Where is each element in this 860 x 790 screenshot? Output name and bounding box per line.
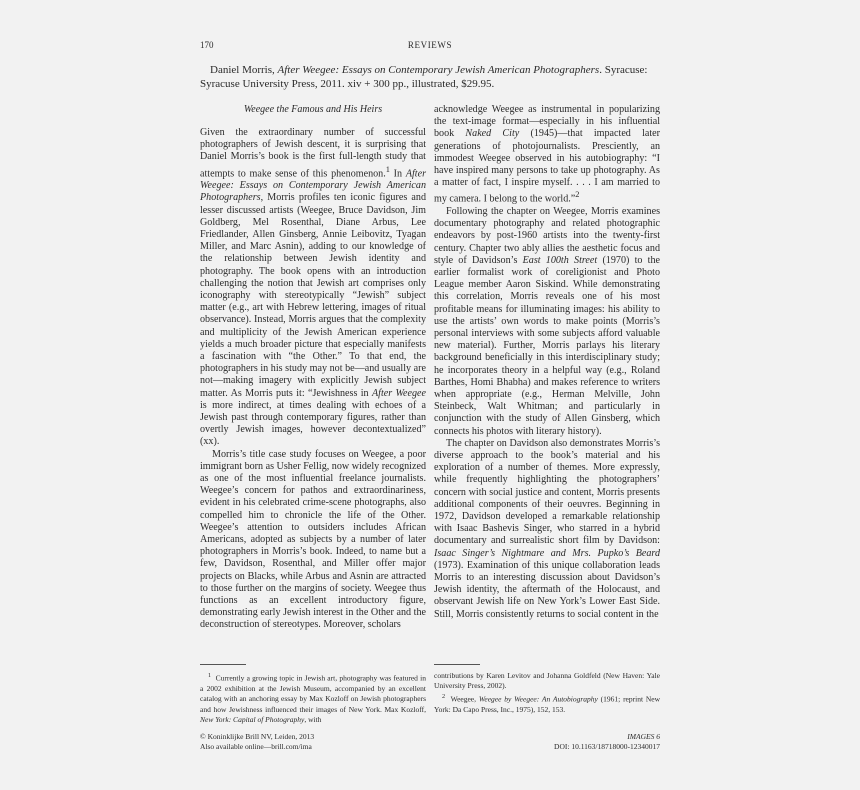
text-run: (1970) to the earlier formalist work of coreligionist and Photo League member Aaron Siskind. While demonstrating this correlation, Morris reveals one of his most profitable means for illuminating images: his ability to use the artists’ own words to make points (Morris’s personal interviews with some subjects afford valuable new material). Further, Morris parlays his literary background beneficially in this interdisciplinary study; he incorporates theory in a helpful way (e.g., Roland Barthes, Homi Bhabha) and makes reference to writers when appropriate (e.g., Herman Melville, John Steinbeck, Walt Whitman; and particularly in conjunction with the study of Allen Ginsberg, which connects his photos with literary history).: [434, 254, 661, 437]
citation-author: Daniel Morris,: [210, 64, 278, 76]
footnote-2: [434, 692, 660, 715]
book-title: After Weegee: Essays on Contemporary Jewish American Photographers: [200, 167, 426, 204]
film-title: Isaac Singer’s Nightmare and Mrs. Pupko’s Beard: [434, 547, 660, 559]
footnote-divider: [434, 664, 480, 665]
copyright-line: © Koninklijke Brill NV, Leiden, 2013: [200, 732, 315, 741]
footnote-1-continued: contributions by Karen Levitov and Johanna Goldfeld (New Haven: Yale University Press, 2002).: [434, 671, 660, 691]
book-title: Weegee by Weegee: An Autobiography: [478, 694, 598, 704]
text-run: (1961; reprint New York: Da Capo Press, Inc., 1975), 152, 153.: [434, 694, 661, 714]
footer-left: [200, 732, 314, 752]
book-title: Naked City: [465, 128, 520, 140]
text-run: acknowledge Weegee as instrumental in popularizing the text-image format—especially in his influential book: [434, 104, 660, 140]
book-title: New York: Capital of Photography: [200, 715, 305, 725]
doi: DOI: 10.1163/18718000-12340017: [554, 742, 660, 751]
page-number: 170: [200, 40, 214, 50]
text-run: The chapter on Davidson also demonstrates Morris’s diverse approach to the book’s material and his exploration of a number of themes. More expressly, while frequently highlighting the photographers’ concern with social justice and content, Morris presents additional components of their oeuvres. Beginning in 1972, Davidson developed a remarkable relationship with Isaac Bashevis Singer, who starred in a hybrid documentary and surrealistic short film by Davidson:: [434, 437, 660, 547]
review-citation: [200, 64, 660, 91]
text-run: Following the chapter on Weegee, Morris examines documentary photography and related photographic endeavors by post-1960 artists into the twenty-first century. Chapter two ably allies the aesthetic focus and style of Davidson’s: [434, 205, 660, 266]
text-run: is more indirect, at times dealing with echoes of a Jewish past through contemporary figures, rather than overtly Jewish images, however decontextualized” (xx).: [200, 399, 426, 448]
left-paragraph-2: Morris’s title case study focuses on Weegee, a poor immigrant born as Usher Fellig, now widely recognized as one of the most influential freelance journalists. Weegee’s concern for pathos and extraordinariness, evident in his celebrated crime-scene photographs, also compelled him to chronicle the life of the Other. Weegee’s attention to outsiders includes African Americans, adopted as subjects by a number of later photographers in Morris’s book. Indeed, to name but a few, Davidson, Rosenthal, and Miller offer major projects on Blacks, while Arbus and Asnin are attracted to those further on the margins of society. Weegee thus functions as an excellent introductory figure, demonstrating early Jewish interest in the Other and the deconstruction of stereotypes. Moreover, scholars: [200, 448, 426, 631]
footnote-1: [200, 671, 426, 726]
citation-book-title: After Weegee: Essays on Contemporary Jewish American Photographers: [277, 64, 600, 76]
left-paragraph-1: [200, 127, 426, 449]
text-run: , with: [304, 715, 322, 725]
book-title: After Weegee: [371, 387, 426, 399]
text-run: (1973). Examination of this unique collaboration leads Morris to an interesting discussion about Davidson’s Jewish identity, the aftermath of the Holocaust, and observant Jewish life on New York’s Lower East Side. Still, Morris consistently returns to social content in the: [434, 559, 660, 620]
text-run: , Morris profiles ten iconic figures and lesser discussed artists (Weegee, Bruce Davidson, Jim Goldberg, Mel Rosenthal, Diane Arbus, Lee Friedlander, Allen Ginsberg, Annie Leibovitz, Tyagan Miller, and Marc Asnin), adding to our knowledge of the relationship between Jewish identity and photography. The book opens with an introduction challenging the notion that Jewish art comprises only iconography with stereotypically “Jewish” subject matter (e.g., art with Hebrew lettering, images of ritual observance). Instead, Morris argues that the complexity and multiplicity of the Jewish American experience yields a much broader picture that especially manifests a fascination with “the Other.” To that end, the photographers in his study may not be—and usually are not—making imagery with explicitly Jewish subject matter. As Morris puts it: “Jewishness in: [200, 192, 426, 399]
footnotes-left: [200, 671, 426, 726]
right-paragraph-3: [434, 438, 660, 621]
footer-right: [554, 732, 660, 752]
footnote-marker: 2: [442, 692, 446, 700]
journal-name: IMAGES 6: [627, 732, 660, 741]
text-run: In: [389, 167, 406, 179]
page-header: [200, 40, 660, 54]
left-column: [200, 104, 426, 632]
text-run: Currently a growing topic in Jewish art, photography was featured in a 2002 exhibition at the Jewish Museum, accompanied by an excellent catalog with an anchoring essay by Max Kozloff on Jewish photographers and how Jewishness influenced their images of New York. Max Kozloff,: [200, 673, 426, 714]
footnotes-right: [434, 671, 660, 715]
right-paragraph-1: [434, 104, 660, 206]
citation-publication-details: . Syracuse: Syracuse University Press, 2011. xiv + 300 pp., illustrated, $29.95.: [200, 64, 648, 90]
text-run: (1945)—that impacted later generations of photojournalists. Presciently, an immodest Weegee observed in his autobiography: “I have inspired many persons to take up photography. As a matter of fact, I inspire myself. . . . I am married to my camera. I belong to the world.”: [434, 128, 660, 205]
online-availability: Also available online—brill.com/ima: [200, 742, 312, 751]
book-title: East 100th Street: [522, 254, 598, 266]
footnote-marker: 1: [208, 672, 212, 679]
text-run: Given the extraordinary number of successful photographers of Jewish descent, it is surprising that Daniel Morris’s book is the first full-length study that attempts to make sense of this phenomenon.: [200, 127, 426, 179]
running-head: REVIEWS: [407, 40, 453, 50]
right-column: [434, 104, 660, 621]
section-heading: Weegee the Famous and His Heirs: [243, 104, 383, 115]
right-paragraph-2: [434, 206, 660, 438]
footnote-divider: [200, 664, 246, 665]
text-run: Weegee,: [450, 694, 479, 704]
footnote-ref-1[interactable]: 1: [385, 164, 390, 174]
footnote-ref-2[interactable]: 2: [575, 190, 580, 200]
